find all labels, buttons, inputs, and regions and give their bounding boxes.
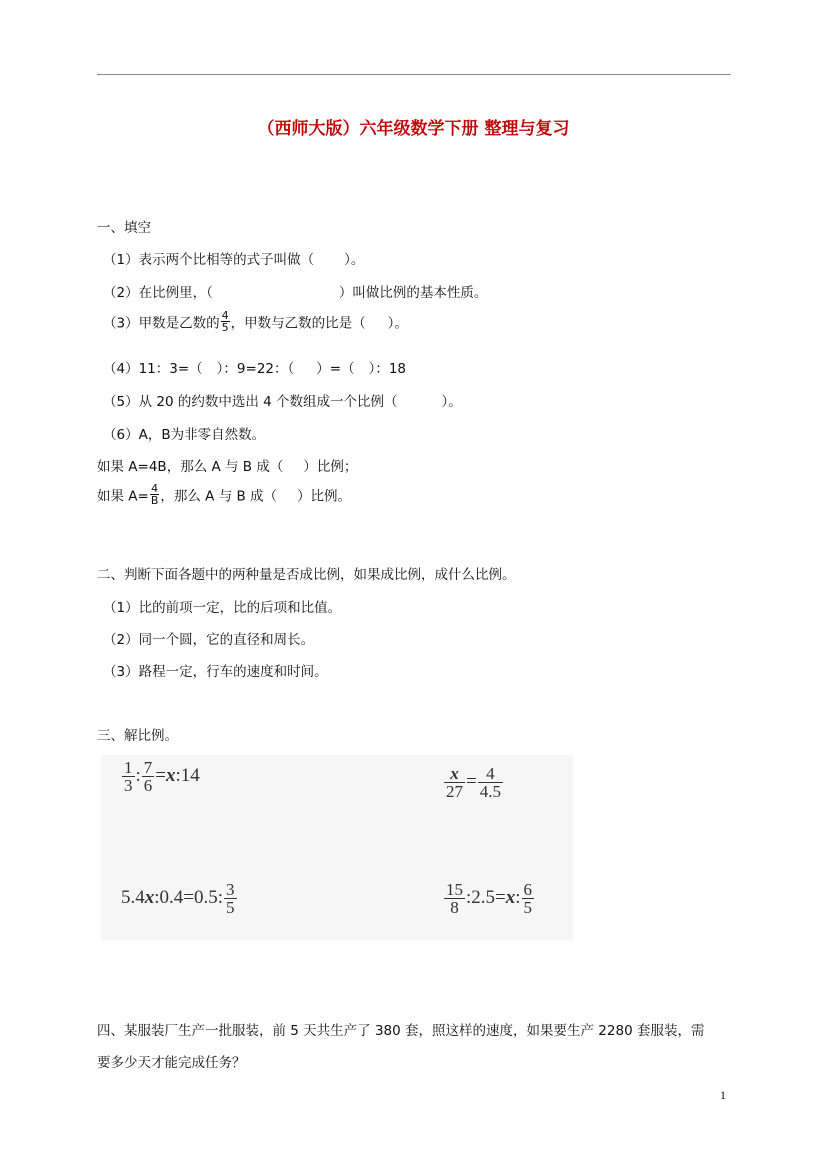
- section4-line2: 要多少天才能完成任务？: [97, 1055, 246, 1071]
- equation-middle: :0.4=0.5:: [154, 886, 224, 908]
- section1-heading: 一、填空: [97, 220, 151, 236]
- q6a-pre: 如果 A=4B，那么 A 与 B 成（: [97, 459, 284, 475]
- fraction-4-b: [150, 483, 160, 506]
- fraction-numerator: 4: [151, 482, 159, 495]
- q1-pre: （1）表示两个比相等的式子叫做（: [103, 252, 315, 268]
- q1-post: ）。: [344, 252, 365, 268]
- q4-d: ）：18: [368, 361, 407, 377]
- fraction: [224, 881, 237, 916]
- q4-b: ）：9=22：（: [216, 361, 295, 377]
- question-1-4: [103, 357, 406, 377]
- q6b-pre: 如果 A=: [97, 488, 149, 505]
- equation-head: 5.4: [121, 886, 145, 908]
- fraction: [444, 881, 465, 916]
- fraction: [478, 765, 503, 800]
- q5-pre: （5）从 20 的约数中选出 4 个数组成一个比例（: [103, 394, 398, 410]
- section2-heading: 二、判断下面各题中的两种量是否成比例，如果成比例，成什么比例。: [97, 567, 516, 583]
- variable-x: x: [450, 764, 459, 783]
- equation-3: [121, 881, 238, 916]
- fraction: [444, 765, 465, 800]
- question-2-2: （2）同一个圆，它的直径和周长。: [103, 632, 315, 648]
- question-1-3: [103, 310, 408, 333]
- equation-4: $\frac{15}{8}$ :2.5=x: $\frac{6}{5}$: [446, 880, 533, 917]
- q3-post: ，甲数与乙数的比是（: [230, 315, 366, 332]
- q6b-post: ）比例。: [297, 488, 352, 505]
- question-1-6b: [97, 483, 351, 506]
- fraction-numerator: 7: [143, 758, 153, 777]
- section3-heading: 三、解比例。: [97, 728, 178, 744]
- q4-c: ）=（: [316, 361, 355, 377]
- equation-1: $\frac{1}{3}$ : $\frac{7}{6}$ =x:14: [124, 758, 200, 795]
- variable-x: x: [505, 886, 516, 908]
- question-1-1: [103, 248, 364, 268]
- q5-post: ）。: [441, 394, 462, 410]
- fraction-denominator: 4.5: [479, 782, 501, 801]
- fraction-numerator: [444, 765, 465, 783]
- page-number: 1: [720, 1088, 726, 1102]
- q4-a: （4）11：3=（: [103, 361, 203, 377]
- q3-end: ）。: [387, 315, 408, 332]
- fraction-denominator: 3: [124, 776, 133, 795]
- fraction-denominator: B: [150, 494, 159, 507]
- equations-image: [101, 755, 573, 940]
- question-1-2: [103, 281, 487, 301]
- question-1-5: [103, 390, 462, 410]
- variable-x: x: [166, 764, 176, 786]
- fraction: [122, 759, 135, 794]
- fraction-numerator: 6: [523, 880, 533, 899]
- question-2-1: （1）比的前项一定，比的后项和比值。: [103, 600, 342, 616]
- q6a-post: ）比例；: [303, 459, 358, 475]
- equation-tail: :14: [175, 764, 200, 786]
- question-2-3: （3）路程一定，行车的速度和时间。: [103, 664, 328, 680]
- equation-middle: :2.5=: [466, 886, 506, 908]
- header-rule: [97, 74, 731, 75]
- fraction-denominator: 6: [143, 776, 153, 795]
- q2-pre: （2）在比例里，（: [103, 285, 213, 301]
- fraction-numerator: 4: [221, 309, 229, 322]
- q3-pre: （3）甲数是乙数的: [103, 315, 220, 332]
- section4-line1: 四、某服装厂生产一批服装，前 5 天共生产了 380 套，照这样的速度，如果要生产 2280 套服装，需: [97, 1023, 705, 1039]
- fraction-numerator: 4: [478, 765, 503, 783]
- fraction-numerator: 15: [446, 880, 463, 899]
- fraction-numerator: 1: [124, 758, 133, 777]
- page-title: （西师大版）六年级数学下册 整理与复习: [257, 119, 570, 139]
- fraction-4-5: [221, 310, 230, 333]
- equation-2: $\frac{x}{27}$ = $\frac{4}{4.5}$: [446, 764, 501, 801]
- variable-x: x: [144, 886, 155, 908]
- fraction-denominator: 5: [221, 321, 229, 334]
- question-1-6: （6）A，B为非零自然数。: [103, 427, 266, 443]
- fraction-denominator: 5: [523, 898, 533, 917]
- fraction-numerator: 3: [226, 880, 235, 899]
- question-1-6a: [97, 455, 357, 475]
- q2-post: ）叫做比例的基本性质。: [338, 285, 488, 301]
- fraction-denominator: 27: [446, 782, 463, 801]
- fraction: [142, 759, 155, 794]
- q6b-mid: ，那么 A 与 B 成（: [160, 488, 278, 505]
- fraction: [522, 881, 535, 916]
- fraction-denominator: 8: [450, 898, 459, 917]
- fraction-denominator: 5: [226, 898, 235, 917]
